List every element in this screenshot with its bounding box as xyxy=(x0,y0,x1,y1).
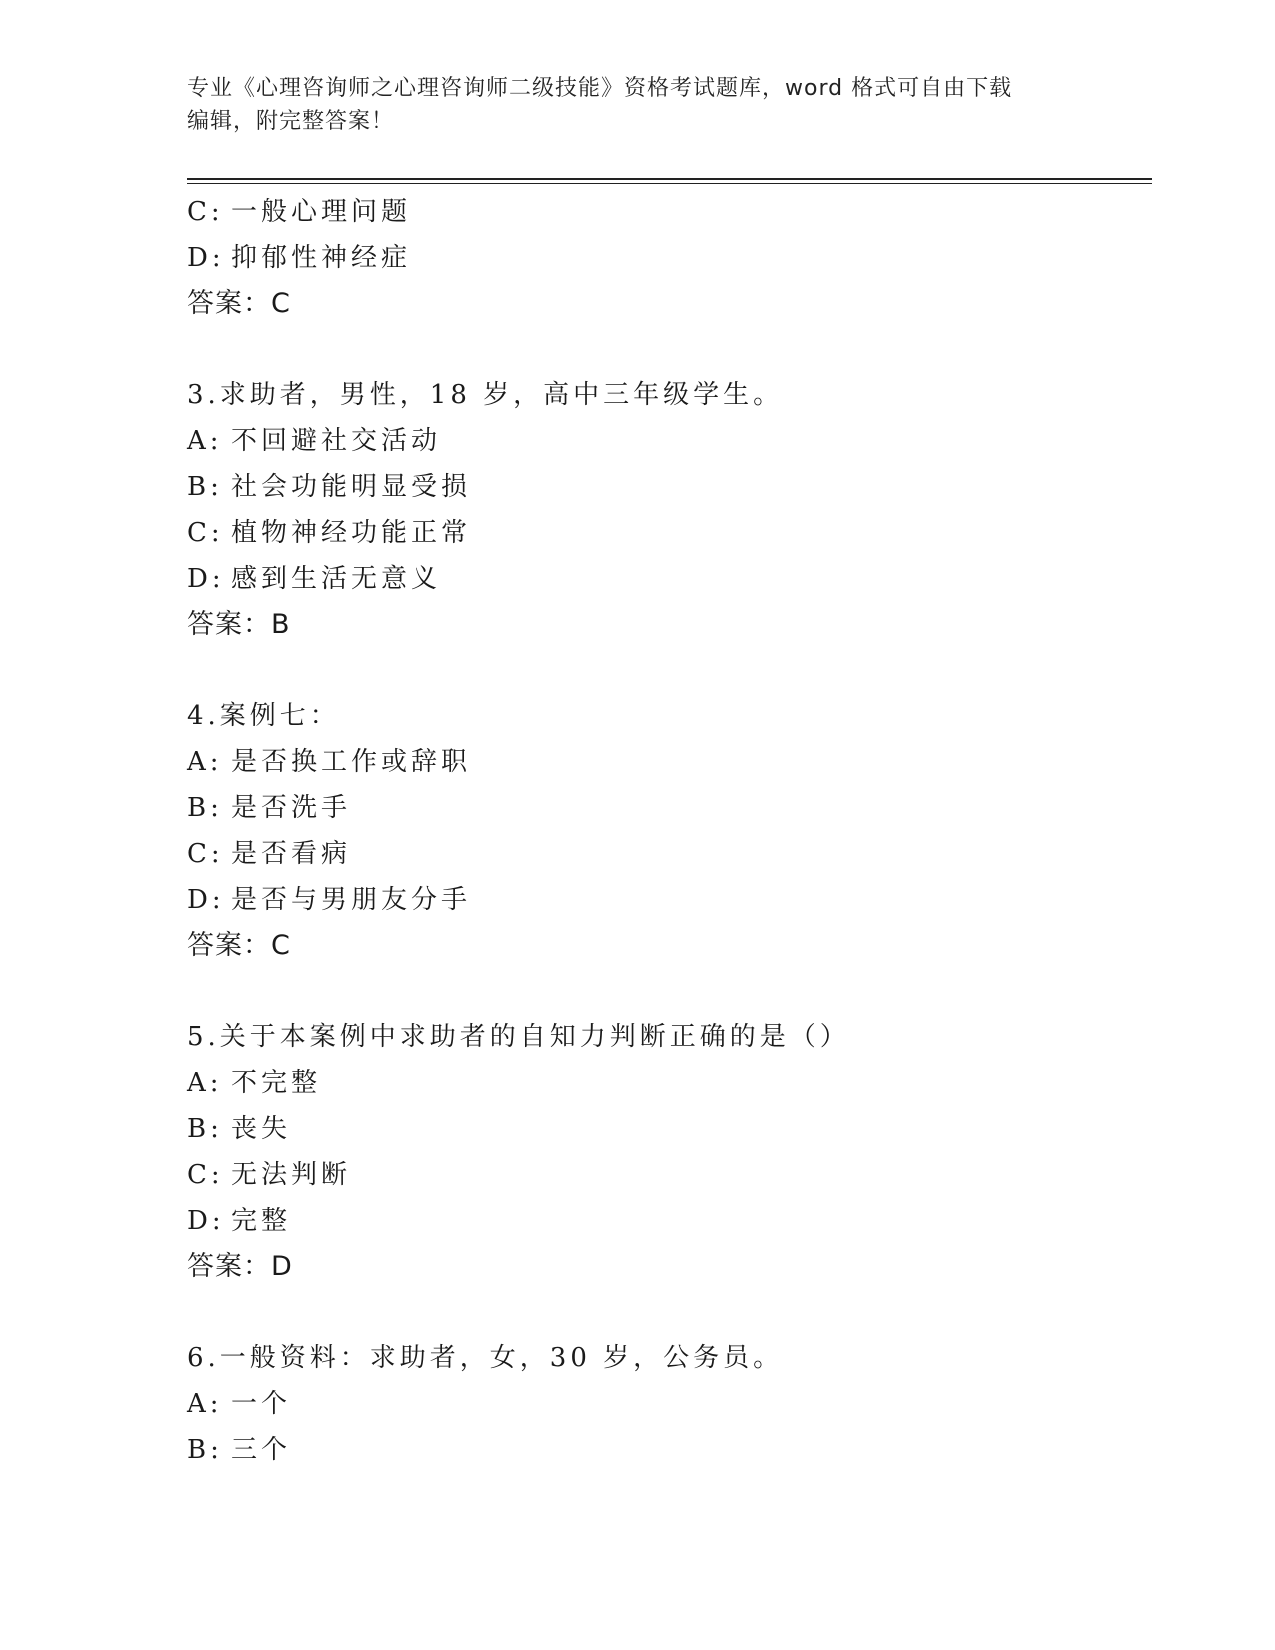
option-key: B: xyxy=(187,1114,223,1144)
header-line-1: 专业《心理咨询师之心理咨询师二级技能》资格考试题库，word 格式可自由下载 xyxy=(187,76,1013,101)
answer-line: 答案：C xyxy=(187,930,291,961)
option-key: B: xyxy=(187,472,223,502)
document-header xyxy=(187,72,1087,138)
option-a xyxy=(187,1060,1147,1106)
answer-line: 答案：D xyxy=(187,1251,293,1282)
option-key: A: xyxy=(187,426,223,456)
option-key: D: xyxy=(187,1206,225,1236)
option-key: A: xyxy=(187,1389,223,1419)
option-key: A: xyxy=(187,1068,223,1098)
option-a xyxy=(187,739,1147,785)
option-c xyxy=(187,1152,1147,1198)
option-c xyxy=(187,510,1147,556)
question-stem: 4.案例七： xyxy=(187,701,340,731)
option-text: 是否看病 xyxy=(231,839,352,869)
option-text: 不完整 xyxy=(231,1068,322,1098)
option-text: 不回避社交活动 xyxy=(231,426,442,456)
option-c xyxy=(187,189,1147,235)
question-stem: 3.求助者，男性，18 岁，高中三年级学生。 xyxy=(187,380,784,410)
question-block xyxy=(187,693,1147,969)
option-d xyxy=(187,1198,1147,1244)
option-text: 是否洗手 xyxy=(231,793,352,823)
option-key: B: xyxy=(187,793,223,823)
header-divider-thin xyxy=(187,183,1152,184)
spacer xyxy=(187,648,1147,693)
option-text: 完整 xyxy=(231,1206,292,1236)
option-text: 抑郁性神经症 xyxy=(231,243,412,273)
question-block xyxy=(187,1014,1147,1290)
option-d xyxy=(187,235,1147,281)
question-list xyxy=(187,189,1147,1473)
spacer xyxy=(187,969,1147,1014)
option-text: 一般心理问题 xyxy=(231,197,412,227)
spacer xyxy=(187,1290,1147,1335)
option-text: 植物神经功能正常 xyxy=(231,518,472,548)
option-b xyxy=(187,1106,1147,1152)
question-stem: 6.一般资料：求助者，女，30 岁，公务员。 xyxy=(187,1343,784,1373)
option-d xyxy=(187,877,1147,923)
question-block xyxy=(187,1335,1147,1473)
question-block xyxy=(187,372,1147,648)
option-key: B: xyxy=(187,1435,223,1465)
option-key: C: xyxy=(187,197,224,227)
option-key: C: xyxy=(187,518,224,548)
option-key: A: xyxy=(187,747,223,777)
option-key: C: xyxy=(187,1160,224,1190)
option-b xyxy=(187,785,1147,831)
option-text: 一个 xyxy=(231,1389,292,1419)
answer-line: 答案：C xyxy=(187,288,291,319)
option-a xyxy=(187,1381,1147,1427)
option-text: 是否换工作或辞职 xyxy=(231,747,472,777)
option-d xyxy=(187,556,1147,602)
option-text: 三个 xyxy=(231,1435,292,1465)
question-stem: 5.关于本案例中求助者的自知力判断正确的是（） xyxy=(187,1022,850,1052)
answer-line: 答案：B xyxy=(187,609,291,640)
option-text: 无法判断 xyxy=(231,1160,352,1190)
option-text: 感到生活无意义 xyxy=(231,564,442,594)
option-c xyxy=(187,831,1147,877)
option-a xyxy=(187,418,1147,464)
header-divider-thick xyxy=(187,178,1152,180)
header-line-2: 编辑，附完整答案！ xyxy=(187,109,395,134)
option-key: C: xyxy=(187,839,224,869)
option-b xyxy=(187,464,1147,510)
question-block xyxy=(187,189,1147,327)
option-text: 是否与男朋友分手 xyxy=(231,885,472,915)
option-key: D: xyxy=(187,885,225,915)
option-b xyxy=(187,1427,1147,1473)
option-key: D: xyxy=(187,564,225,594)
option-text: 社会功能明显受损 xyxy=(231,472,472,502)
option-key: D: xyxy=(187,243,225,273)
option-text: 丧失 xyxy=(231,1114,292,1144)
spacer xyxy=(187,327,1147,372)
